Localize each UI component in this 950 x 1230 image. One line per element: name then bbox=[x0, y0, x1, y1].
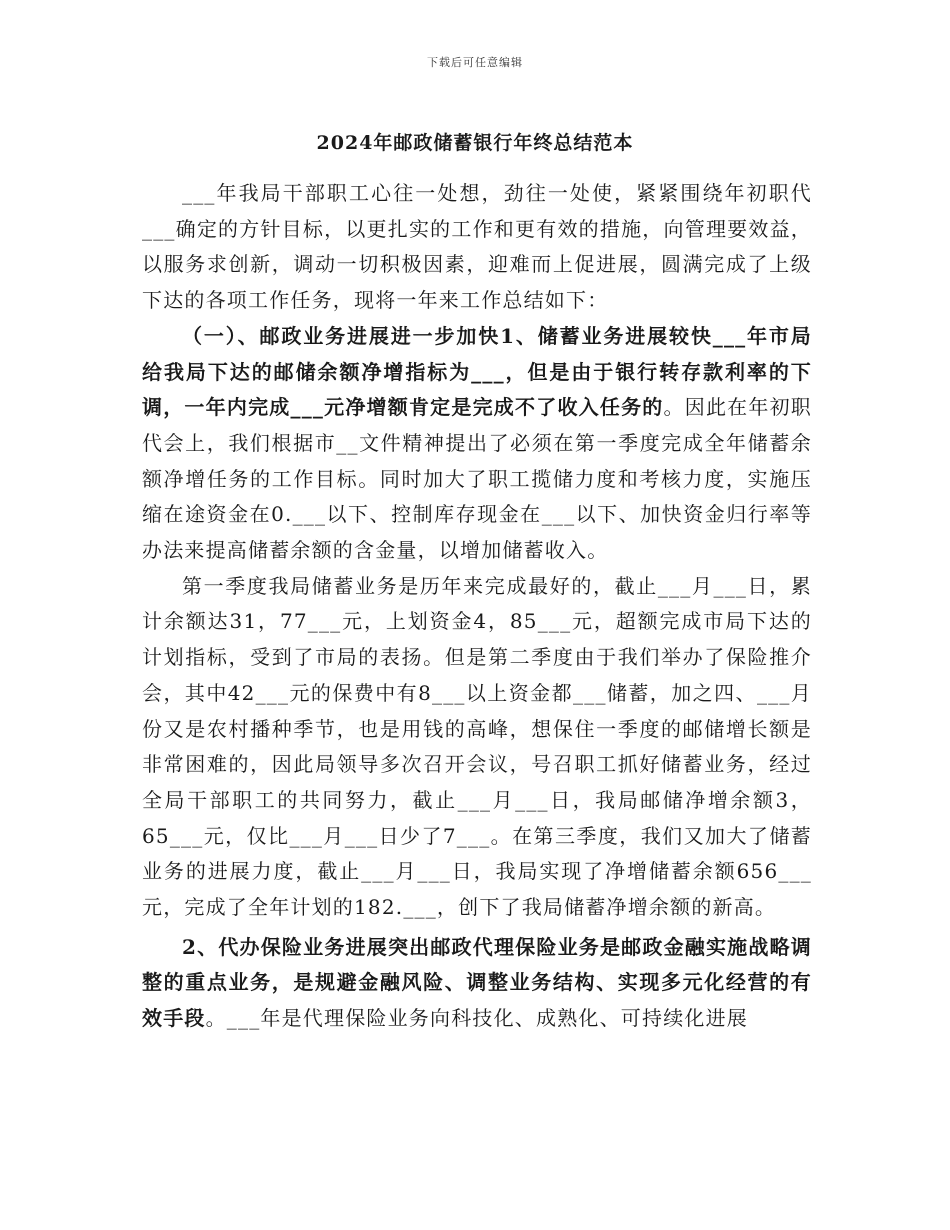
paragraph-insurance bbox=[142, 930, 812, 1037]
paragraph-intro: ___年我局干部职工心往一处想，劲往一处使，紧紧围绕年初职代___确定的方针目标，以更扎实的工作和更有效的措施，向管理要效益，以服务求创新，调动一切积极因素，迎难而上促进展，圆满完成了上级下达的各项工作任务，现将一年来工作总结如下： bbox=[142, 181, 812, 313]
header-note: 下载后可任意编辑 bbox=[427, 56, 523, 69]
document-title: 2024年邮政储蓄银行年终总结范本 bbox=[316, 132, 634, 154]
paragraph-insurance-text: 。___年是代理保险业务向科技化、成熟化、可持续化进展 bbox=[205, 1006, 749, 1031]
document-body bbox=[142, 176, 812, 1037]
paragraph-savings-text: 。因此在年初职代会上，我们根据市__文件精神提出了必须在第一季度完成全年储蓄余额净增任务的工作目标。同时加大了职工揽储力度和考核力度，实施压缩在途资金在0.___以下、控制库存现金在___以下、加快资金归行率等办法来提高储蓄余额的含金量，以增加储蓄收入。 bbox=[142, 395, 812, 563]
section-heading-savings: （一）、邮政业务进展进一步加快1、储蓄业务进展较快___年市局给我局下达的邮储余额净增指标为___，但是由于银行转存款利率的下调，一年内完成___元净增额肯定是完成不了收入任务的 bbox=[142, 323, 812, 420]
paragraph-savings bbox=[142, 319, 812, 569]
paragraph-quarterly: 第一季度我局储蓄业务是历年来完成最好的，截止___月___日，累计余额达31，77___元，上划资金4，85___元，超额完成市局下达的计划指标，受到了市局的表扬。但是第二季度由于我们举办了保险推介会，其中42___元的保费中有8___以上资金都___储蓄，加之四、___月份又是农村播种季节，也是用钱的高峰，想保住一季度的邮储增长额是非常困难的，因此局领导多次召开会议，号召职工抓好储蓄业务，经过全局干部职工的共同努力，截止___月___日，我局邮储净增余额3，65___元，仅比___月___日少了7___。在第三季度，我们又加大了储蓄业务的进展力度，截止___月___日，我局实现了净增储蓄余额656___元，完成了全年计划的182.___，创下了我局储蓄净增余额的新高。 bbox=[142, 573, 812, 920]
section-heading-insurance: 2、代办保险业务进展突出邮政代理保险业务是邮政金融实施战略调整的重点业务，是规避金融风险、调整业务结构、实现多元化经营的有效手段 bbox=[142, 934, 812, 1031]
